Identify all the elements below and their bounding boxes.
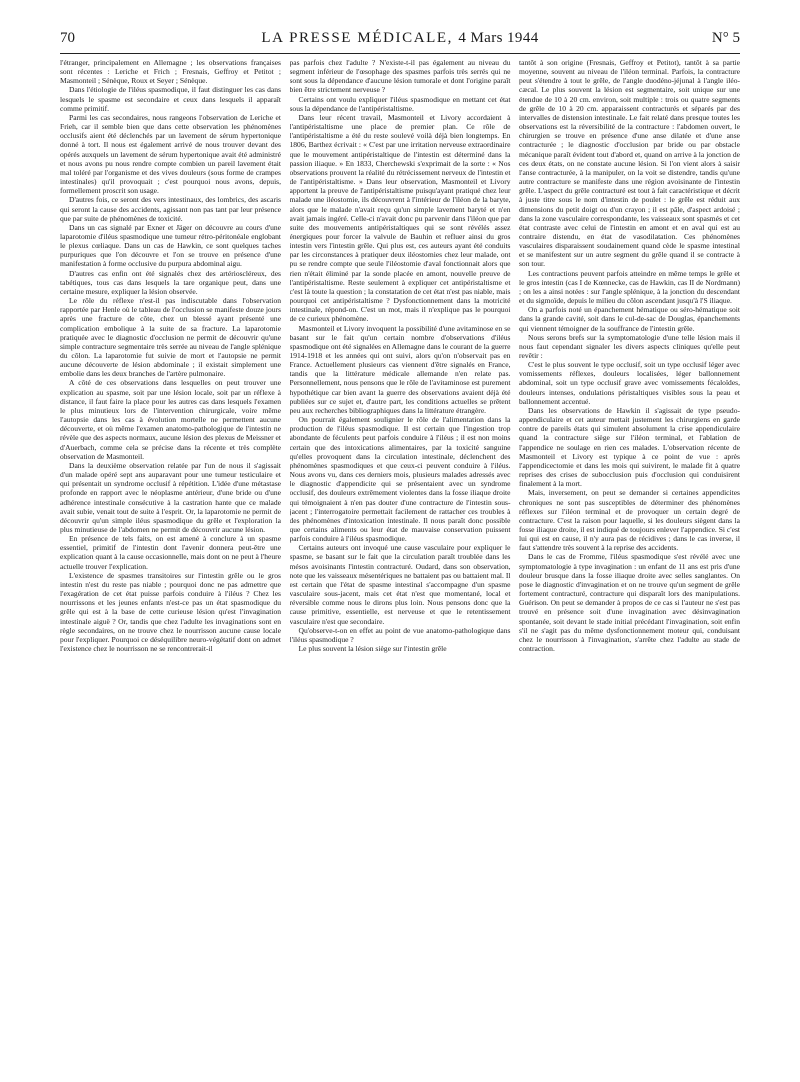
issue-date: 4 Mars 1944 (458, 30, 539, 46)
paragraph: Qu'observe-t-on en effet au point de vue anatomo-pathologique dans l'iléus spasmodique ? (289, 625, 511, 644)
paragraph: D'autres cas enfin ont été signalés chez des artérioscléreux, des tabétiques, tous cas dans lesquels la tare organique peut, dans une certaine mesure, expliquer la lésion observée. (60, 268, 281, 296)
running-header (60, 30, 740, 52)
paragraph: Le plus souvent la lésion siège sur l'intestin grêle (298, 644, 447, 653)
issue-number: N° 5 (711, 30, 740, 46)
text-column-right (519, 58, 740, 1070)
paragraph: Parmi les cas secondaires, nous rangeons l'observation de Leriche et Frieh, car il semble bien que dans cette observation les phénomènes occlusifs aient été déclenchés par un lavement de sérum hypertonique donné à tort. Il nous est également arrivé de nous trouver devant des opérés auxquels un lavement de sérum hypertonique avait été administré et nous avons pu nous rendre compte combien un pareil lavement était mal toléré par l'organisme et des vives douleurs (sous forme de crampes intestinales) qu'il provoquait ; c'est pourquoi nous avons, depuis, formellement proscrit son usage. (60, 112, 281, 196)
paragraph: On pourrait également soulignier le rôle de l'alimentation dans la production de l'iléus spasmodique. Il est certain que l'ingestion trop abondante de féculents peut parfois conduire à l'iléus ; il est non moins certain que des intoxications alimentaires, par la toxicité sanguine qu'elles provoquent dans la circulation intestinale, déclenchent des phénomènes spasmodiques et que ceux-ci peuvent conduire à l'iléus. Nous avons vu, dans ces derniers mois, plusieurs malades adressés avec le diagnostic d'appendicite qui se présentaient avec un syndrome occlusif, des douleurs extrêmement violentes dans la fosse iliaque droite qui témoignaient à n'en pas douter d'une contracture de l'intestin sous-jacent ; l'interrogatoire permettait facilement de rattacher ces troubles à des phénomènes d'intoxication intestinale. Il nous paraît donc possible que certains aliments ou leur état de mauvaise conservation puissent parfois conduire à l'iléus spasmodique. (289, 415, 511, 544)
paragraph: Certains auteurs ont invoqué une cause vasculaire pour expliquer le spasme, se basant sur le fait que la circulation paraît troublée dans les mésos avoisinants l'intestin contracturé. Oudard, dans son observation, note que les vaisseaux mésentériques ne battaient pas ou battaient mal. Il est certain que l'état de spasme intestinal s'accompagne d'un spasme vasculaire sous-jacent, mais cet état n'est que momentané, local et réversible comme nous le dirons plus loin. Nous pensons donc que la cause primitive, essentielle, est nerveuse et que le retentissement vasculaire n'est que secondaire. (289, 543, 511, 626)
paragraph: Dans un cas signalé par Exner et Jäger on découvre au cours d'une laparotomie d'iléus spasmodique une tumeur rétro-péritonéale englobant le plexus cœliaque. Dans un cas de Hawkin, ce sont quelques taches purpuriques que l'on découvre et l'on se trouve en présence d'une manifestation à forme occlusive du purpura abdominal aigu. (60, 222, 281, 269)
header-rule (60, 53, 740, 54)
paragraph: pas parfois chez l'adulte ? N'existe-t-il pas également au niveau du segment inférieur de l'œsophage des spasmes parfois très serrés qui ne sont sous la dépendance d'aucune lésion tumorale et dont l'origine paraît bien être strictement nerveuse ? (289, 58, 511, 95)
page-number: 70 (60, 30, 75, 46)
paragraph: Le rôle du réflexe n'est-il pas indiscutable dans l'observation rapportée par Henle où le tableau de l'occlusion se manifeste douze jours après une fracture de côte, chez un blessé ayant présenté une complication embolique à la suite de sa fracture. La laparotomie pratiquée avec le diagnostic d'occlusion ne permit de découvrir qu'une simple contracture segmentaire très serrée au niveau de l'angle splénique du côlon. La laparotomie fut suivie de mort et l'autopsie ne permit aucune découverte de lésion abdominale ; il existait simplement une embolie dans les deux branches de l'artère pulmonaire. (60, 296, 281, 379)
paragraph: l'étranger, principalement en Allemagne ; les observations françaises sont récentes : Leriche et Frich ; Fresnais, Geffroy et Petitot ; Masmonteil ; Sénèque, Roux et Seyer ; Sénèque. (60, 58, 281, 86)
paragraph: Dans leur récent travail, Masmonteil et Livory accordaient à l'antipéristaltisme une place de premier plan. Ce rôle de l'antipéristaltisme a été du reste soulevé voilà déjà bien longtemps. En 1806, Barthez écrivait : « C'est par une irritation nerveuse extraordinaire que le mouvement antipéristaltique de l'intestin est déterminé dans la passion iliaque. » En 1833, Cherchewski s'exprimait de la sorte : « Nos observations prouvent la réalité du rétrécissement nerveux de l'intestin et de l'antipéristaltisme. » Dans leur observation, Masmonteil et Livory apportent la preuve de l'antipéristaltisme puisqu'ayant pratiqué chez leur malade une iléostomie, ils découvrent à l'intérieur de l'iléon de la baryte, alors que le malade n'avait reçu qu'un simple lavement baryté et n'en avait jamais ingéré. Celle-ci n'avait donc pu parvenir dans l'iléon que par suite des mouvements antipéristaltiques qui se sont révélés assez énergiques pour forcer la valvule de Bauhin et refluer ainsi du gros intestin vers l'intestin grêle. Qui plus est, ces auteurs ayant été conduits par les circonstances à pratiquer deux iléostomies chez leur malade, ont pu se rendre compte que seule l'iléostomie d'aval fonctionnait alors que rien n'était éliminé par la sonde placée en amont, nouvelle preuve de l'antipéristaltisme. Reste seulement à expliquer cet antipéristaltisme et c'est là toute la question ; la constatation de cet état n'est pas niable, mais pourquoi cet antipéristaltisme ? Dysfonctionnement dans la motricité intestinale, répond-on. C'est un mot, mais il n'explique pas le pourquoi de ce curieux phénomène. (289, 112, 511, 324)
paragraph: D'autres fois, ce seront des vers intestinaux, des lombrics, des ascaris qui seront la cause des accidents, agissant non pas tant par leur présence que par suite de phénomènes de toxicité. (60, 195, 281, 223)
paragraph: Dans le cas de Fromme, l'iléus spasmodique s'est révélé avec une symptomatologie à type invagination : un enfant de 11 ans est pris d'une douleur brusque dans la fosse iliaque droite avec selles sanglantes. On pose le diagnostic d'invagination et on ne trouve qu'un segment de grêle fortement contracturé, contracture qui disparaît lors des manipulations. Guérison. On peut se demander à propos de ce cas si l'auteur ne s'est pas trouvé en présence soit d'une invagination avec désinvagination spontanée, soit devant le stade initial précédant l'invagination, soit enfin s'il ne s'agit pas du même dysfonctionnement moteur qui, conduisant chez le nourrisson à l'invagination, s'arrête chez l'adulte au stade de contraction. (519, 552, 740, 653)
article-body (60, 58, 740, 1070)
paragraph: Certains ont voulu expliquer l'iléus spasmodique en mettant cet état sous la dépendance de l'antipéristaltisme. (289, 94, 511, 113)
paragraph: L'existence de spasmes transitoires sur l'intestin grêle ou le gros intestin n'est du reste pas niable ; pourquoi donc ne pas admettre que l'exagération de cet état puisse parfois conduire à l'iléus ? Chez les nourrissons et les jeunes enfants n'est-ce pas un état spasmodique du grêle qui est à la base de cette curieuse lésion qu'est l'invagination intestinale aiguë ? Or, tandis que chez l'adulte les invaginations sont en règle secondaires, on ne trouve chez le nourrisson aucune cause locale pour l'expliquer. Pourquoi ce déséquilibre neuro-végétatif dont on admet l'existence chez le nourrisson ne se rencontrerait-il (60, 570, 281, 653)
paragraph: Dans la deuxième observation relatée par l'un de nous il s'agissait d'un malade opéré sept ans auparavant pour une tumeur testiculaire et qui présentait un syndrome occlusif à répétition. L'idée d'une métastase profonde en rapport avec le néoplasme antérieur, d'une bride ou d'une adhérence intestinale consécutive à la castration hante que ce malade avait subie, venait tout de suite à l'esprit. Or, la laparotomie ne permit de découvrir qu'un simple iléus spasmodique du grêle et l'exploration la plus minutieuse de l'abdomen ne permit de découvrir aucune lésion. (60, 460, 281, 534)
text-column-middle (290, 58, 511, 1070)
paragraph: Nous serons brefs sur la symptomatologie d'une telle lésion mais il nous faut cependant signaler les divers aspects cliniques qu'elle peut revêtir : (519, 332, 740, 360)
text-column-left (60, 58, 281, 1070)
paragraph: C'est le plus souvent le type occlusif, soit un type occlusif léger avec vomissements réflexes, douleurs localisées, léger ballonnement abdominal, soit un type occlusif grave avec vomissements fécaloïdes, douleurs intenses, ondulations péristaltiques visibles sous la peau et ballonnement accentué. (519, 360, 740, 406)
paragraph: Les contractions peuvent parfois atteindre en même temps le grêle et le gros intestin (cas I de Kœnnecke, cas de Hawkin, cas II de Nordmann) ; on les a ainsi notées : sur l'angle splénique, à la jonction du descendant et du sigmoïde, depuis le milieu du côlon ascendant jusqu'à l'S iliaque. (519, 268, 740, 306)
journal-title-line (60, 30, 740, 47)
paragraph: On a parfois noté un épanchement hématique ou séro-hématique soit dans la grande cavité, soit dans le cul-de-sac de Douglas, épanchements qui viennent témoigner de la souffrance de l'intestin grêle. (519, 305, 740, 333)
paragraph: Dans les observations de Hawkin il s'agissait de type pseudo-appendiculaire et cet auteur mettait justement les chirurgiens en garde contre de pareils états qui simulent absolument la crise appendiculaire quand la contracture siège sur l'iléon terminal, et l'ablation de l'appendice ne soulage en rien ces malades. L'observation récente de Masmonteil et Livory est typique à ce point de vue : après l'appendicectomie et dans les mois qui suivirent, le malade fit à quatre reprises des crises de subocclusion puis d'occlusion qui conduisirent finalement à la mort. (519, 405, 740, 489)
paragraph: Mais, inversement, on peut se demander si certaines appendicites chroniques ne sont pas susceptibles de déterminer des phénomènes réflexes sur l'iléon terminal et de provoquer un certain degré de contracture. C'est la raison pour laquelle, si les douleurs siègent dans la fosse iliaque droite, il est indiqué de toujours enlever l'appendice. Si c'est lui qui est en cause, il n'y aura pas de récidives ; dans le cas inverse, il faut s'attendre très souvent à la reprise des accidents. (519, 488, 740, 553)
paragraph: En présence de tels faits, on est amené à conclure à un spasme essentiel, primitif de l'intestin dont l'avenir donnera peut-être une explication quant à la cause occasionnelle, mais dont on ne peut à l'heure actuelle trouver l'explication. (60, 534, 281, 571)
paragraph: A côté de ces observations dans lesquelles on peut trouver une explication au spasme, soit par une lésion locale, soit par un réflexe à distance, il faut faire la place pour les autres cas dans lesquels l'examen le plus minutieux lors de l'intervention chirurgicale, voire même l'autopsie dans les cas à évolution mortelle ne permettent aucune découverte, et où même l'examen anatomo-pathologique de l'intestin ne révèle que des aspects normaux, aucune lésion des plexus de Meissner et d'Auerbach, comme cela se précise dans la récente et très complète observation de Masmonteil. (60, 378, 281, 461)
journal-name: LA PRESSE MÉDICALE, (261, 30, 454, 46)
paragraph: Masmonteil et Livory invoquent la possibilité d'une avitaminose en se basant sur le fait qu'un certain nombre d'observations d'iléus spasmodique ont été signalées en Allemagne dans le courant de la guerre 1914-1918 et les années qui ont suivi, alors qu'on n'observait pas en France. Actuellement plusieurs cas viennent d'être signalés en France, tandis que la littérature médicale allemande n'en relate pas. Personnellement, nous pensons que le rôle de l'avitaminose est purement hypothétique car bien avant la guerre des observations avaient déjà été publiées sur ce sujet et, d'autre part, les conditions actuelles se prêtent peu aux recherches bibliographiques dans la littérature étrangère. (289, 323, 511, 415)
paragraph: tantôt à son origine (Fresnais, Geffroy et Petitot), tantôt à sa partie moyenne, souvent au niveau de l'iléon terminal. Parfois, la contracture peut s'étendre à tout le grêle, de l'angle duodéno-jéjunal à l'angle iléo-cæcal. Le plus souvent la lésion est segmentaire, soit unique sur une étendue de 10 à 20 cm. environ, soit multiple : trois ou quatre segments de grêle de 10 à 20 cm. apparaissent contracturés et séparés par des intervalles de distension intestinale. Le fait relaté dans presque toutes les observations est la réversibilité de la contracture : l'abdomen ouvert, le chirurgien se trouve en présence d'une anse dilatée et d'une anse contracturée ; le diagnostic d'occlusion par bride ou par obstacle mécanique paraît évident tout d'abord et, quand on arrive à la jonction de ces deux états, on ne constate aucune lésion. Si l'on vient alors à saisir l'anse contracturée, à la manipuler, on la voit se distendre, tandis qu'une autre contracture se manifeste dans une région avoisinante de l'intestin grêle. L'aspect du grêle contracturé est tout à fait caractéristique et décrit à juste titre sous le nom d'intestin de poulet : le grêle est réduit aux dimensions du petit doigt ou d'un crayon ; il est pâle, d'aspect ardoisé ; dans la zone vasculaire correspondante, les vaisseaux sont spasmés et cet état contraste avec celui de l'intestin en amont et en aval qui est au contraire distendu, en état de vasodilatation. Ces phénomènes vasculaires disparaissent soudainement quand cède le spasme intestinal et se manifestent sur un autre segment du grêle quand il se contracte à son tour. (519, 58, 740, 269)
paragraph: Dans l'étiologie de l'iléus spasmodique, il faut distinguer les cas dans lesquels le spasme est secondaire et ceux dans lesquels il apparaît comme primitif. (60, 85, 281, 113)
